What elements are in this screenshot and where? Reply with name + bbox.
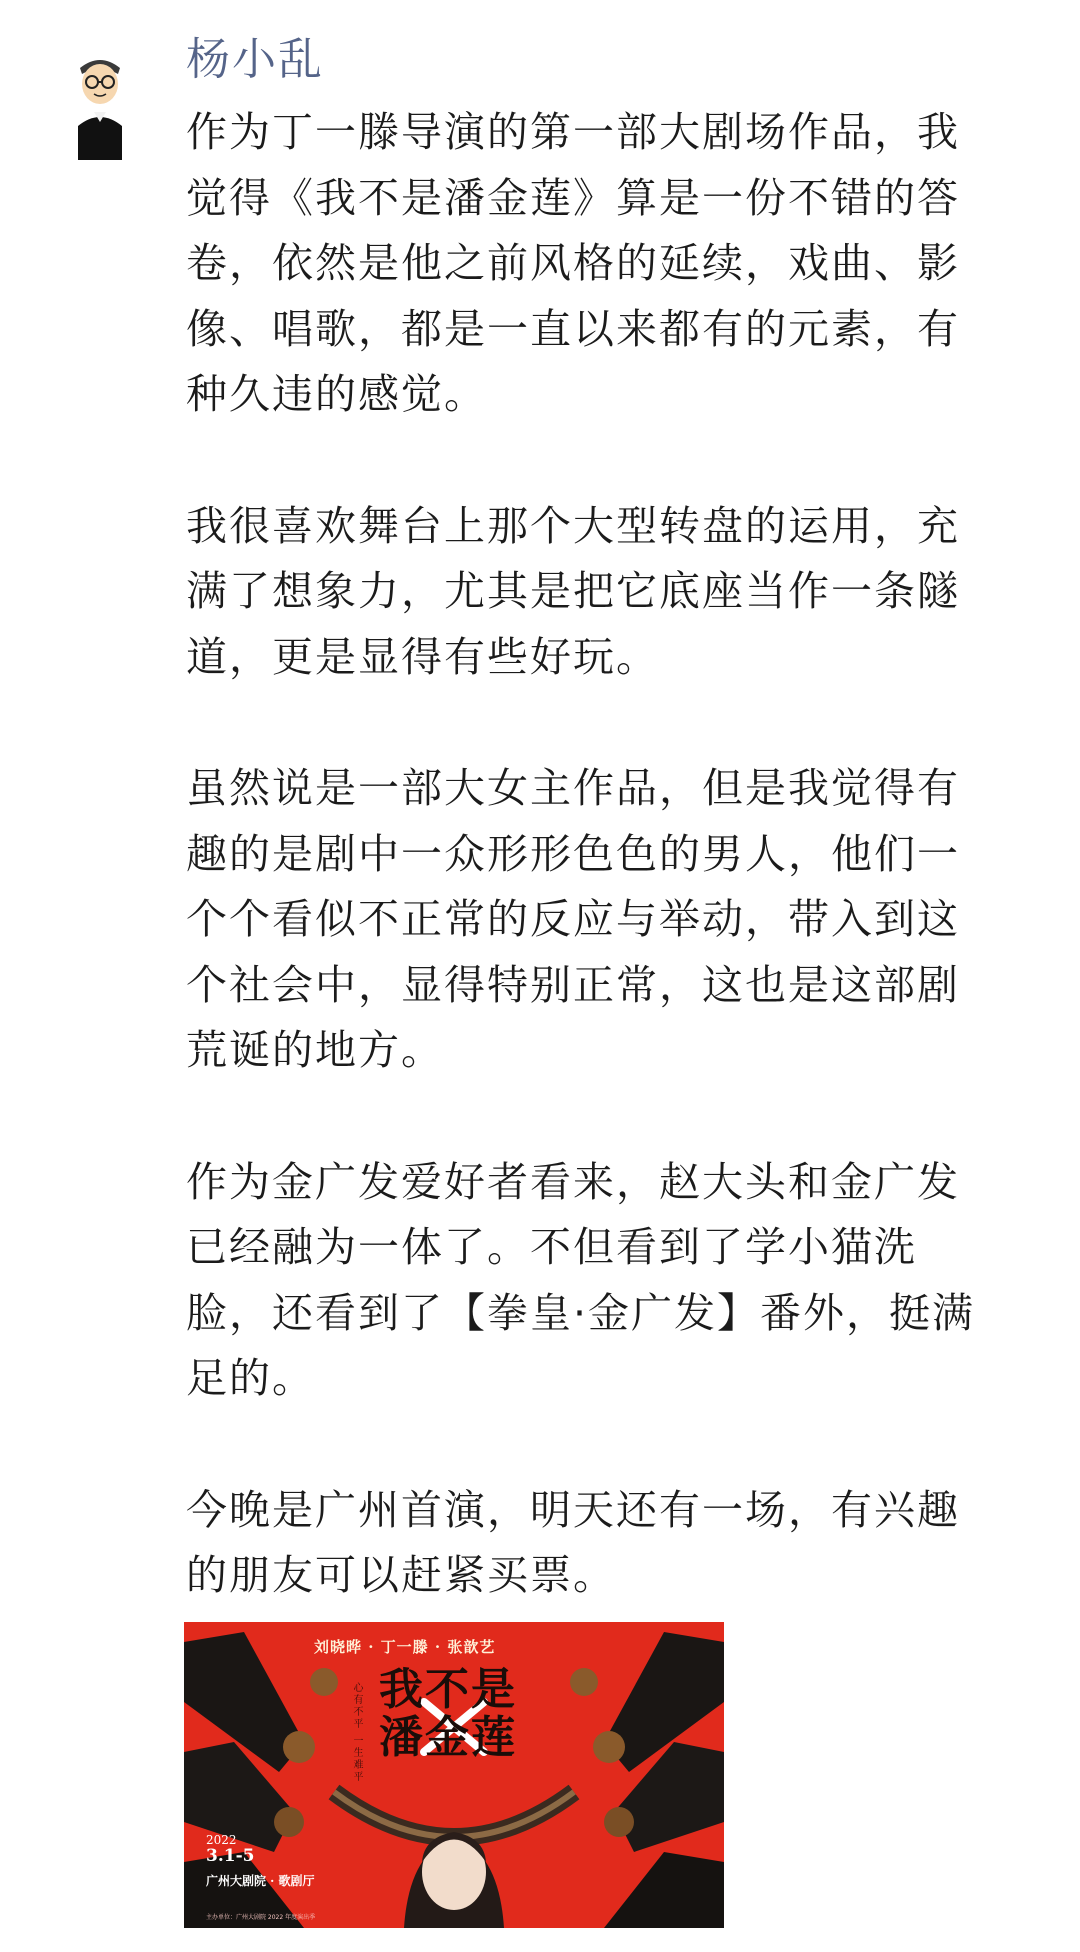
poster-tagline: 心有不平 一生难平 — [351, 1682, 362, 1784]
poster-title-line-2: 潘金莲 — [379, 1712, 517, 1763]
poster-fine-print: 主办单位：广州大剧院 2022 年度演出季 — [206, 1914, 316, 1921]
poster-venue: 广州大剧院 · 歌剧厅 — [206, 1874, 315, 1888]
post-body — [186, 100, 1046, 1675]
cartoon-face-avatar-icon — [72, 50, 128, 160]
author-name[interactable]: 杨小乱 — [186, 34, 324, 85]
post-paragraph-5: 今晚是广州首演，明天还有一场，有兴趣 的朋友可以赶紧买票。 — [186, 1485, 960, 1599]
post-paragraph-1: 作为丁一滕导演的第一部大剧场作品，我 觉得《我不是潘金莲》算是一份不错的答 卷，依然是他之前风格的延续，戏曲、影 像、唱歌，都是一直以来都有的元素，有 种久违的感觉。 — [186, 108, 960, 418]
post-image-poster[interactable] — [184, 1622, 724, 1928]
poster-title — [379, 1666, 529, 1762]
poster-date-block — [206, 1832, 254, 1864]
poster-year: 2022 — [206, 1833, 237, 1847]
post-paragraph-3: 虽然说是一部大女主作品，但是我觉得有 趣的是剧中一众形形色色的男人，他们一 个个看似不正常的反应与举动，带入到这 个社会中，显得特别正常，这也是这部剧 荒诞的地方。 — [186, 764, 960, 1074]
author-avatar[interactable] — [72, 50, 128, 160]
post-paragraph-2: 我很喜欢舞台上那个大型转盘的运用，充 满了想象力，尤其是把它底座当作一条隧 道，更是显得有些好玩。 — [186, 501, 960, 681]
post-paragraph-4: 作为金广发爱好者看来，赵大头和金广发 已经融为一体了。不但看到了学小猫洗 脸，还看到了【拳皇·金广发】番外，挺满 足的。 — [186, 1157, 976, 1402]
poster-credits: 刘晓晔 · 丁一滕 · 张歆艺 — [314, 1638, 496, 1656]
poster-date: 3.1-5 — [206, 1846, 255, 1866]
poster-title-line-1: 我不是 — [379, 1664, 517, 1715]
